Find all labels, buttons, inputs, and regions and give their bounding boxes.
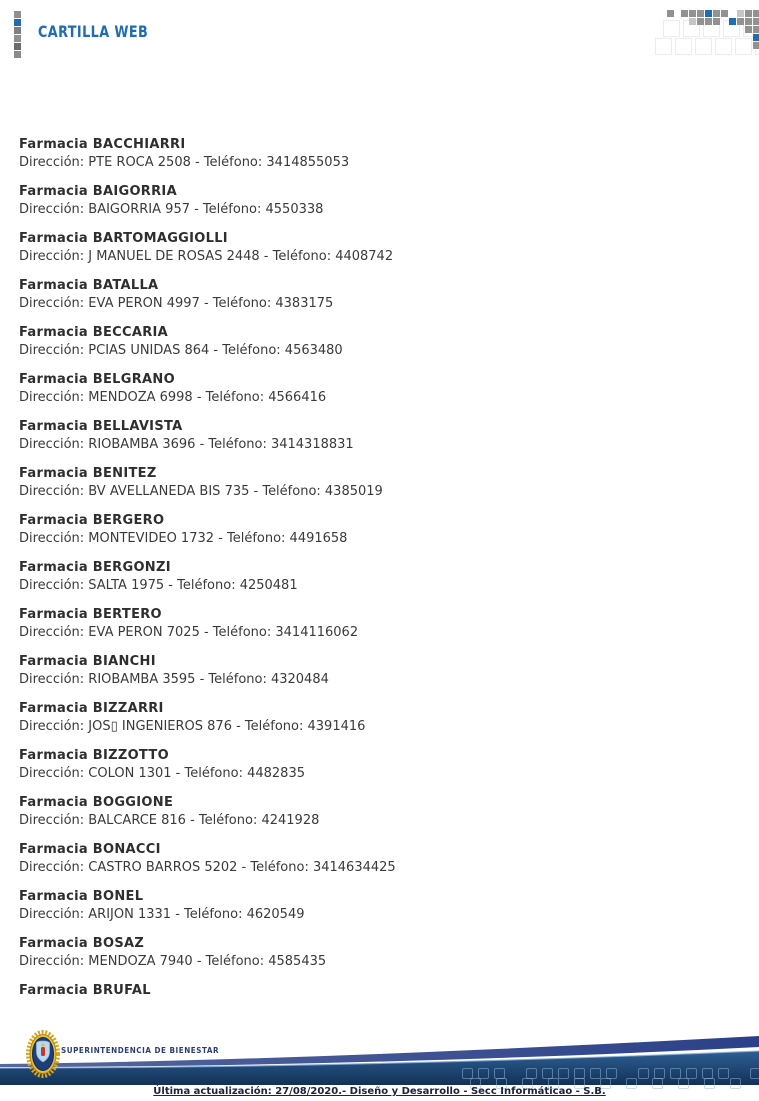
pharmacy-info: Dirección: MENDOZA 6998 - Teléfono: 4566416 [19,390,327,405]
pharmacy-entry [19,324,739,360]
pharmacy-name: Farmacia BIZZARRI [19,701,164,716]
pharmacy-info: Dirección: BAIGORRIA 957 - Teléfono: 4550338 [19,202,324,217]
pharmacy-info: Dirección: RIOBAMBA 3595 - Teléfono: 4320484 [19,672,329,687]
pharmacy-name: Farmacia BECCARIA [19,325,169,340]
pharmacy-name: Farmacia BAIGORRIA [19,184,177,199]
pharmacy-entry [19,653,739,689]
pharmacy-info: Dirección: BV AVELLANEDA BIS 735 - Teléfono: 4385019 [19,484,383,499]
crest-logo-icon [26,1030,60,1078]
update-note: Última actualización: 27/08/2020.- Diseño y Desarrollo - Secc Informáticao - S.B. [153,1086,606,1097]
pharmacy-info: Dirección: BALCARCE 816 - Teléfono: 4241928 [19,813,320,828]
pharmacy-entry [19,230,739,266]
pharmacy-info: Dirección: ARIJON 1331 - Teléfono: 4620549 [19,907,305,922]
pharmacy-name: Farmacia BONEL [19,889,144,904]
pharmacy-entry [19,935,739,971]
pharmacy-entry [19,418,739,454]
pharmacy-entry [19,512,739,548]
pharmacy-entry [19,794,739,830]
pharmacy-info: Dirección: PCIAS UNIDAS 864 - Teléfono: 4563480 [19,343,343,358]
pharmacy-name: Farmacia BARTOMAGGIOLLI [19,231,228,246]
pharmacy-name: Farmacia BOGGIONE [19,795,174,810]
app-title: CARTILLA WEB [38,22,149,41]
pharmacy-name: Farmacia BIZZOTTO [19,748,169,763]
pharmacy-info: Dirección: MONTEVIDEO 1732 - Teléfono: 4491658 [19,531,348,546]
pharmacy-info: Dirección: MENDOZA 7940 - Teléfono: 4585435 [19,954,327,969]
pharmacy-info: Dirección: COLON 1301 - Teléfono: 4482835 [19,766,305,781]
pharmacy-entry [19,136,739,172]
pharmacy-entry [19,371,739,407]
pixel-strip-logo-icon [14,11,21,57]
pharmacy-name: Farmacia BENITEZ [19,466,157,481]
pharmacy-info: Dirección: PTE ROCA 2508 - Teléfono: 3414855053 [19,155,350,170]
pharmacy-name: Farmacia BRUFAL [19,983,151,998]
pharmacy-entry [19,700,739,736]
footer [0,1025,759,1101]
pharmacy-info: Dirección: SALTA 1975 - Teléfono: 4250481 [19,578,298,593]
pharmacy-name: Farmacia BONACCI [19,842,161,857]
pharmacy-name: Farmacia BACCHIARRI [19,137,186,152]
pharmacy-name: Farmacia BELLAVISTA [19,419,183,434]
org-name: SUPERINTENDENCIA DE BIENESTAR [61,1046,220,1055]
pixel-decoration-icon [619,0,759,60]
pharmacy-name: Farmacia BOSAZ [19,936,145,951]
pharmacy-entry [19,888,739,924]
header [0,0,759,60]
pharmacy-name: Farmacia BELGRANO [19,372,175,387]
pharmacy-entry [19,277,739,313]
pharmacy-list [19,136,739,1011]
pharmacy-entry [19,183,739,219]
pharmacy-info: Dirección: J MANUEL DE ROSAS 2448 - Teléfono: 4408742 [19,249,394,264]
pharmacy-entry [19,465,739,501]
pharmacy-info: Dirección: EVA PERON 4997 - Teléfono: 4383175 [19,296,334,311]
pharmacy-name: Farmacia BIANCHI [19,654,156,669]
pharmacy-info: Dirección: RIOBAMBA 3696 - Teléfono: 3414318831 [19,437,354,452]
pharmacy-info: Dirección: JOS▯ INGENIEROS 876 - Teléfono: 4391416 [19,719,366,734]
pharmacy-entry [19,606,739,642]
pharmacy-entry [19,841,739,877]
pharmacy-name: Farmacia BERGERO [19,513,165,528]
pharmacy-entry [19,982,739,1000]
pharmacy-entry [19,747,739,783]
pharmacy-name: Farmacia BERTERO [19,607,162,622]
pharmacy-entry [19,559,739,595]
pharmacy-info: Dirección: CASTRO BARROS 5202 - Teléfono: 3414634425 [19,860,396,875]
pharmacy-name: Farmacia BATALLA [19,278,159,293]
pharmacy-info: Dirección: EVA PERON 7025 - Teléfono: 3414116062 [19,625,359,640]
pharmacy-name: Farmacia BERGONZI [19,560,171,575]
footer-wave [0,1031,759,1085]
